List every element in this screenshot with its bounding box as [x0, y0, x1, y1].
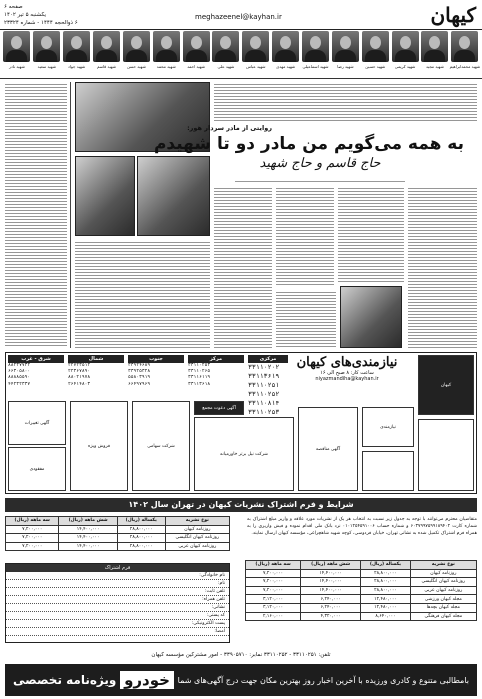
article-text-column-left — [5, 82, 67, 348]
city-header: جنوب — [128, 355, 184, 363]
price-table-cell: ۴,۳۲۰,۰۰۰ — [301, 612, 361, 621]
portrait-caption: شهید مهدی — [276, 64, 296, 69]
subscription-price-table-2 — [245, 560, 477, 621]
price-table-cell: ۲۸,۸۰۰,۰۰۰ — [361, 586, 410, 595]
price-table-header-cell: نوع نشریه — [165, 517, 229, 526]
article-text-column-2 — [75, 240, 210, 348]
price-table-cell: روزنامه کیهان — [165, 525, 229, 534]
price-table-header-cell: یکساله (ریال) — [117, 517, 165, 526]
price-table-cell: ۷,۲۰۰,۰۰۰ — [246, 586, 301, 595]
ad-box: نیازمندی — [362, 407, 414, 447]
form-field[interactable]: نام: — [6, 580, 229, 588]
price-table-cell: ۷,۲۰۰,۰۰۰ — [6, 542, 59, 551]
form-field[interactable]: تلفن همراه: — [6, 596, 229, 604]
portrait-caption: شهید محمدابراهیم — [449, 64, 481, 69]
form-field[interactable]: نشانی: — [6, 604, 229, 612]
date-block — [4, 3, 78, 27]
portrait-caption: شهید قاسم — [97, 64, 116, 69]
subscription-price-table-right — [245, 560, 477, 644]
ad-box: آگهی تغییرات — [8, 401, 66, 445]
portrait-caption: شهید مجید — [426, 64, 444, 69]
portrait-photo — [332, 31, 359, 62]
martyr-portrait — [151, 31, 181, 78]
price-table-cell: مجله کیهان فرهنگی — [410, 612, 476, 621]
price-table-row — [246, 612, 477, 621]
ad-box: آگهی دعوت مجمع — [194, 401, 244, 415]
city-phone-list: ۳۳۹۲۴۶۸۹ ۳۳۹۲۵۳۲۸ ۵۵۸۰۳۹۱۹ ۶۶۴۹۷۹۶۹ — [128, 363, 151, 387]
city-phones-south — [128, 355, 184, 388]
price-table-cell: ۲۸,۸۰۰,۰۰۰ — [117, 542, 165, 551]
article-text-column-4 — [276, 186, 334, 286]
price-table-cell: ۷,۲۰۰,۰۰۰ — [6, 525, 59, 534]
price-table-cell: ۷,۲۰۰,۰۰۰ — [246, 578, 301, 587]
kayhan-ads-header — [292, 355, 402, 405]
portrait-photo — [302, 31, 329, 62]
portrait-caption: شهید نادر — [9, 64, 25, 69]
portrait-caption: شهید احمد — [187, 64, 205, 69]
martyr-portrait — [450, 31, 480, 78]
subscription-footer: تلفن: ۳۳۱۱۰۲۵۱ - ۳۳۱۱۰۲۵۲ نمابر: ۳۳۹۰۵۷۱۰ - امور مشترکین مؤسسه کیهان — [151, 652, 331, 658]
price-table-cell: ۲۸,۸۰۰,۰۰۰ — [361, 578, 410, 587]
price-table-cell: ۱۴,۴۰۰,۰۰۰ — [301, 569, 361, 578]
portrait-photo — [93, 31, 120, 62]
city-phones-center — [188, 355, 244, 388]
portrait-caption: شهید کریمی — [394, 64, 416, 69]
article-signature-calligraphy: حاج قاسم و حاج شهید — [235, 156, 405, 182]
central-phone-number: ۳۳۱۱۰۲۵۲ — [248, 390, 280, 398]
price-table-row — [246, 569, 477, 578]
subscription-price-table — [5, 516, 230, 551]
kayhan-ads-logo: نیازمندی‌های کیهان — [296, 355, 398, 370]
city-phone-list: ۸۸۲۳۷۷۳۲ ۶۶۳۰۵۸۰۰ ۸۸۸۸۵۵۹۰ ۴۴۲۳۲۳۳۷ — [8, 363, 31, 387]
portrait-photo — [33, 31, 60, 62]
central-phones-header: مرکزی — [248, 355, 288, 363]
date-line: یکشنبه ۵ تیر ۱۴۰۲ — [4, 12, 47, 18]
price-table-row — [246, 578, 477, 587]
article-text-column-7 — [408, 186, 477, 348]
portrait-photo — [242, 31, 269, 62]
portrait-caption: شهید حسین — [365, 64, 386, 69]
subscription-price-table-wrap — [5, 516, 230, 551]
martyr-portrait — [330, 31, 360, 78]
price-table-cell: ۳,۱۲۰,۰۰۰ — [246, 603, 301, 612]
price-table-header-cell: شش ماهه (ریال) — [301, 561, 361, 570]
price-table-cell: ۲۸,۸۰۰,۰۰۰ — [117, 525, 165, 534]
martyr-portrait — [62, 31, 92, 78]
portrait-photo — [362, 31, 389, 62]
portrait-photo — [63, 31, 90, 62]
masthead-email: meghazeenel@kayhan.ir — [195, 13, 282, 21]
city-phones-east-west — [8, 355, 64, 388]
form-field[interactable]: کد پستی: — [6, 612, 229, 620]
price-table-row — [246, 603, 477, 612]
martyr-portrait — [181, 31, 211, 78]
banner-title: ویژه‌نامه تخصصی — [13, 673, 117, 687]
banner-brand: خودرو — [120, 671, 174, 689]
portrait-photo — [421, 31, 448, 62]
price-table-cell: ۱۲,۴۸۰,۰۰۰ — [361, 595, 410, 604]
price-table-cell: ۶,۲۴۰,۰۰۰ — [301, 603, 361, 612]
price-table-header — [6, 517, 230, 526]
kayhan-ads-hours: ساعت کار: ۸ صبح الی ۱۶ — [320, 370, 374, 376]
central-phone-number: ۳۳۱۱۳۶۱۹ — [248, 372, 280, 380]
city-phones-north — [68, 355, 124, 388]
price-table-cell: ۳,۱۲۰,۰۰۰ — [246, 595, 301, 604]
subscription-form — [5, 563, 230, 643]
central-phone-number: ۳۳۱۱۰۲۰۲ — [248, 363, 280, 371]
martyr-portrait — [271, 31, 301, 78]
portrait-photo — [212, 31, 239, 62]
portrait-caption: شهید سعید — [37, 64, 56, 69]
price-table-cell: روزنامه کیهان — [410, 569, 476, 578]
portrait-caption: شهید محمد — [156, 64, 176, 69]
ad-box-placeholder — [362, 451, 414, 491]
price-table-header-cell: یکساله (ریال) — [361, 561, 410, 570]
price-table-row — [6, 525, 230, 534]
martyr-portrait — [211, 31, 241, 78]
martyr-portrait — [121, 31, 151, 78]
martyr-portrait — [390, 31, 420, 78]
city-phone-list: ۳۳۱۱۰۲۵۳ ۳۳۱۱۰۲۶۵ ۳۳۱۱۶۱۱۹ ۳۳۱۱۳۶۱۸ — [188, 363, 211, 387]
ad-box: آگهی مناقصه — [298, 407, 358, 491]
price-table-cell: روزنامه کیهان انگلیسی — [410, 578, 476, 587]
ad-box-placeholder — [418, 419, 474, 491]
central-phone-list — [248, 363, 288, 417]
article-subhead: روایتی از مادر سردار هور: — [187, 124, 272, 132]
price-table-cell: ۱۴,۴۰۰,۰۰۰ — [59, 542, 117, 551]
price-table-row — [246, 595, 477, 604]
price-table-row — [6, 542, 230, 551]
article-headline: به همه می‌گویم من مادر دو تا شهیدم — [153, 134, 464, 154]
price-table-header-cell: سه ماهه (ریال) — [246, 561, 301, 570]
price-table-cell: ۶,۲۴۰,۰۰۰ — [301, 595, 361, 604]
article-text-column-3 — [214, 186, 272, 348]
martyr-portrait — [32, 31, 62, 78]
city-header: شرق - غرب — [8, 355, 64, 363]
form-title: فرم اشتراک — [6, 564, 229, 572]
price-table-cell: ۲۸,۸۰۰,۰۰۰ — [361, 569, 410, 578]
price-table-cell: روزنامه کیهان عربی — [165, 542, 229, 551]
ad-box: شرکت نیل برتر خاورمیانه — [194, 417, 294, 491]
price-table-row — [246, 586, 477, 595]
ad-box: کیهان — [418, 355, 474, 415]
article-text-column-6 — [338, 186, 404, 282]
price-table-cell: مجله کیهان ورزشی — [410, 595, 476, 604]
price-table-cell: ۱۲,۴۸۰,۰۰۰ — [361, 603, 410, 612]
price-table-row — [6, 534, 230, 543]
form-field[interactable]: پست الکترونیکی: — [6, 620, 229, 628]
kayhan-ads-email: niyazmandiha@kayhan.ir — [315, 376, 379, 382]
price-table-cell: ۱۴,۴۰۰,۰۰۰ — [301, 578, 361, 587]
portrait-caption: شهید رضا — [337, 64, 354, 69]
form-field[interactable]: امضا: — [6, 628, 229, 636]
form-field[interactable]: تلفن ثابت: — [6, 588, 229, 596]
portrait-photo — [451, 31, 478, 62]
classified-ads-section — [5, 352, 477, 494]
column-divider — [70, 82, 71, 348]
price-table-cell: ۱۴,۴۰۰,۰۰۰ — [59, 534, 117, 543]
auto-supplement-banner — [5, 664, 477, 696]
central-phone-number: ۳۳۱۱۰۸۱۴ — [248, 399, 280, 407]
price-table-header-cell: سه ماهه (ریال) — [6, 517, 59, 526]
price-table-header-cell: نوع نشریه — [410, 561, 476, 570]
portrait-photo — [183, 31, 210, 62]
subscription-title-bar: شرایط و فرم اشتراک نشریات کیهان در تهران سال ۱۴۰۲ — [5, 498, 477, 512]
ad-box: مفقودی — [8, 447, 66, 491]
city-header: شمال — [68, 355, 124, 363]
martyr-portrait — [420, 31, 450, 78]
issue-line: ۶ ذوالحجه ۱۴۴۴ - شماره ۲۳۳۲۴ — [4, 20, 78, 26]
price-table-cell: ۷,۲۰۰,۰۰۰ — [246, 569, 301, 578]
martyr-portrait — [92, 31, 122, 78]
portrait-caption: شهید علی — [217, 64, 235, 69]
martyr-portrait-strip — [0, 31, 482, 79]
portrait-photo — [123, 31, 150, 62]
portrait-caption: شهید عباس — [246, 64, 266, 69]
price-table-cell: ۱۴,۴۰۰,۰۰۰ — [301, 586, 361, 595]
banner-subtitle: بامطالبی متنوع و کادری ورزیده با آخرین اخبار روز بهترین مکان جهت درج آگهی‌های شما — [177, 675, 469, 685]
portrait-photo — [392, 31, 419, 62]
price-table-cell: ۸,۶۴۰,۰۰۰ — [361, 612, 410, 621]
price-table-header — [246, 561, 477, 570]
portrait-caption: شهید اسماعیلی — [302, 64, 329, 69]
city-header: مرکز — [188, 355, 244, 363]
price-table-cell: مجله کیهان بچه‌ها — [410, 603, 476, 612]
central-phone-number: ۳۳۱۱۰۲۵۳ — [248, 408, 280, 416]
article-photo-mother — [137, 156, 210, 236]
martyr-portrait — [301, 31, 331, 78]
masthead — [0, 0, 482, 30]
martyr-portrait — [241, 31, 271, 78]
portrait-caption: شهید جواد — [68, 64, 86, 69]
city-phone-list: ۲۲۷۲۳۵۱۲ ۲۲۳۶۷۸۹۰ ۸۸۰۲۱۹۷۸ ۲۶۴۱۴۸۰۳ — [68, 363, 91, 387]
price-table-cell: روزنامه کیهان انگلیسی — [165, 534, 229, 543]
martyr-portrait — [360, 31, 390, 78]
central-phones — [248, 355, 288, 417]
newspaper-logo: کیهان — [430, 3, 476, 27]
subscription-text: متقاضیان محترم می‌توانند با توجه به جدول زیر نسبت به انتخاب هر یک از نشریات مورد علاقه و واریز مبلغ اشتراک به شماره کارت ۶۰۳۷۹۹۷۵۹۹۱۸۹۴۰۲ و شماره حساب ۰۱۰۱۲۵۴۵۹۱۰۰۶ نزد بانک ملی اقدام نموده و فیش واریزی را به همراه فرم اشتراک تکمیل شده به نشانی تهران، خیابان فردوسی، کوچه شهید شاهچراغی، مؤسسه کیهان ارسال نمایند. — [247, 517, 477, 536]
ad-box: فروش ویژه — [70, 401, 128, 491]
portrait-caption: شهید حسن — [126, 64, 146, 69]
price-table-cell: ۱۴,۴۰۰,۰۰۰ — [59, 525, 117, 534]
price-table-cell: ۲۸,۸۰۰,۰۰۰ — [117, 534, 165, 543]
page-number: صفحه ۶ — [4, 4, 23, 10]
article-text-column-5 — [276, 290, 336, 348]
ad-box: شرکت سهامی — [132, 401, 190, 491]
portrait-photo — [3, 31, 30, 62]
price-table-cell: روزنامه کیهان عربی — [410, 586, 476, 595]
portrait-photo — [153, 31, 180, 62]
price-table-cell: ۷,۲۰۰,۰۰۰ — [6, 534, 59, 543]
form-field[interactable]: نام خانوادگی: — [6, 572, 229, 580]
central-phone-number: ۳۳۱۱۰۲۵۱ — [248, 381, 280, 389]
price-table-header-cell: شش ماهه (ریال) — [59, 517, 117, 526]
article-photo-mother-portrait — [340, 286, 402, 348]
martyr-portrait — [2, 31, 32, 78]
article-photo-martyr-portrait — [75, 156, 135, 236]
portrait-photo — [272, 31, 299, 62]
price-table-cell: ۲,۱۶۰,۰۰۰ — [246, 612, 301, 621]
article-intro-text — [214, 82, 477, 122]
